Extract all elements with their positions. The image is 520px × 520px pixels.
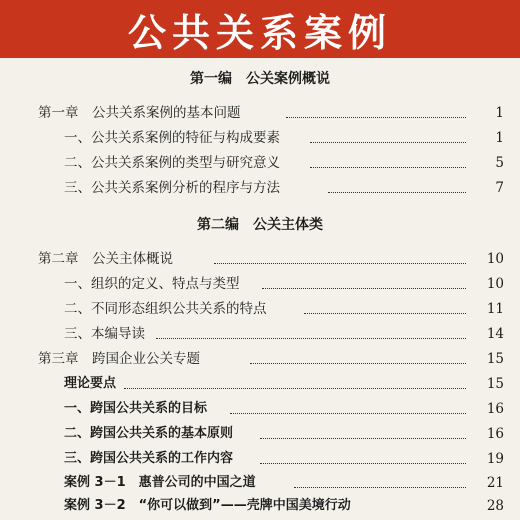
toc-entry-ch2[interactable] [0,248,520,270]
toc-entry-ch3-theory[interactable] [0,373,520,395]
toc-page-number: 10 [486,251,504,267]
toc-entry-label: 三、跨国公共关系的工作内容 [64,451,234,466]
toc-entry-label: 三、公共关系案例分析的程序与方法 [64,180,280,196]
dot-leader [294,487,466,488]
toc-page-number: 10 [486,276,504,292]
toc-page-number: 16 [486,426,504,442]
dot-leader [286,117,466,118]
dot-leader [156,338,466,339]
toc-entry-ch3-s1[interactable] [0,398,520,420]
toc-entry-label: 一、跨国公共关系的目标 [64,401,208,416]
toc-entry-ch1[interactable] [0,102,520,124]
dot-leader [328,192,466,193]
toc-entry-label: 案例 3－1 惠普公司的中国之道 [64,475,256,490]
toc-entry-ch3[interactable] [0,348,520,370]
toc-page-number: 19 [486,451,504,467]
dot-leader [250,363,466,364]
toc-page-number: 11 [486,301,504,317]
dot-leader [124,388,466,389]
toc-entry-ch2-s2[interactable] [0,298,520,320]
toc-page [0,58,520,520]
toc-page-number: 28 [486,498,504,514]
dot-leader [262,288,466,289]
toc-entry-ch2-s1[interactable] [0,273,520,295]
toc-entry-label: 二、跨国公共关系的基本原则 [64,426,234,441]
toc-entry-ch1-s1[interactable] [0,127,520,149]
toc-page-number: 14 [486,326,504,342]
toc-entry-label: 二、公共关系案例的类型与研究意义 [64,155,280,171]
toc-page-number: 15 [486,351,504,367]
toc-page-number: 5 [495,155,504,171]
dot-leader [214,263,466,264]
toc-page-number: 7 [495,180,504,196]
toc-entry-label: 一、组织的定义、特点与类型 [64,276,240,292]
toc-entry-ch1-s2[interactable] [0,152,520,174]
dot-leader [304,313,466,314]
dot-leader [230,413,466,414]
toc-page-number: 16 [486,401,504,417]
toc-page-number: 21 [486,475,504,491]
toc-entry-case-3-1[interactable] [0,472,520,494]
toc-entry-label: 第一章 公共关系案例的基本问题 [38,105,241,121]
toc-page-number: 1 [495,130,504,146]
part-2-heading: 第二编 公关主体类 [197,217,323,233]
toc-entry-label: 理论要点 [64,376,117,391]
toc-entry-ch1-s3[interactable] [0,177,520,199]
toc-entry-label: 第二章 公关主体概说 [38,251,173,267]
dot-leader [310,167,466,168]
part-1-heading: 第一编 公关案例概说 [190,71,330,87]
toc-page-number: 1 [495,105,504,121]
toc-entry-label: 第三章 跨国企业公关专题 [38,351,200,367]
title-banner [0,0,520,58]
toc-entry-ch3-s2[interactable] [0,423,520,445]
dot-leader [260,438,466,439]
dot-leader [310,142,466,143]
toc-entry-label: 三、本编导读 [64,326,145,342]
toc-entry-ch3-s3[interactable] [0,448,520,470]
toc-entry-ch2-s3[interactable] [0,323,520,345]
toc-entry-label: 案例 3－2 “你可以做到”——壳牌中国美境行动 [64,498,351,513]
toc-entry-label: 二、不同形态组织公共关系的特点 [64,301,267,317]
dot-leader [260,463,466,464]
toc-entry-case-3-2[interactable] [0,495,520,517]
toc-entry-label: 一、公共关系案例的特征与构成要素 [64,130,280,146]
book-title: 公共关系案例 [127,10,392,55]
toc-page-number: 15 [486,376,504,392]
